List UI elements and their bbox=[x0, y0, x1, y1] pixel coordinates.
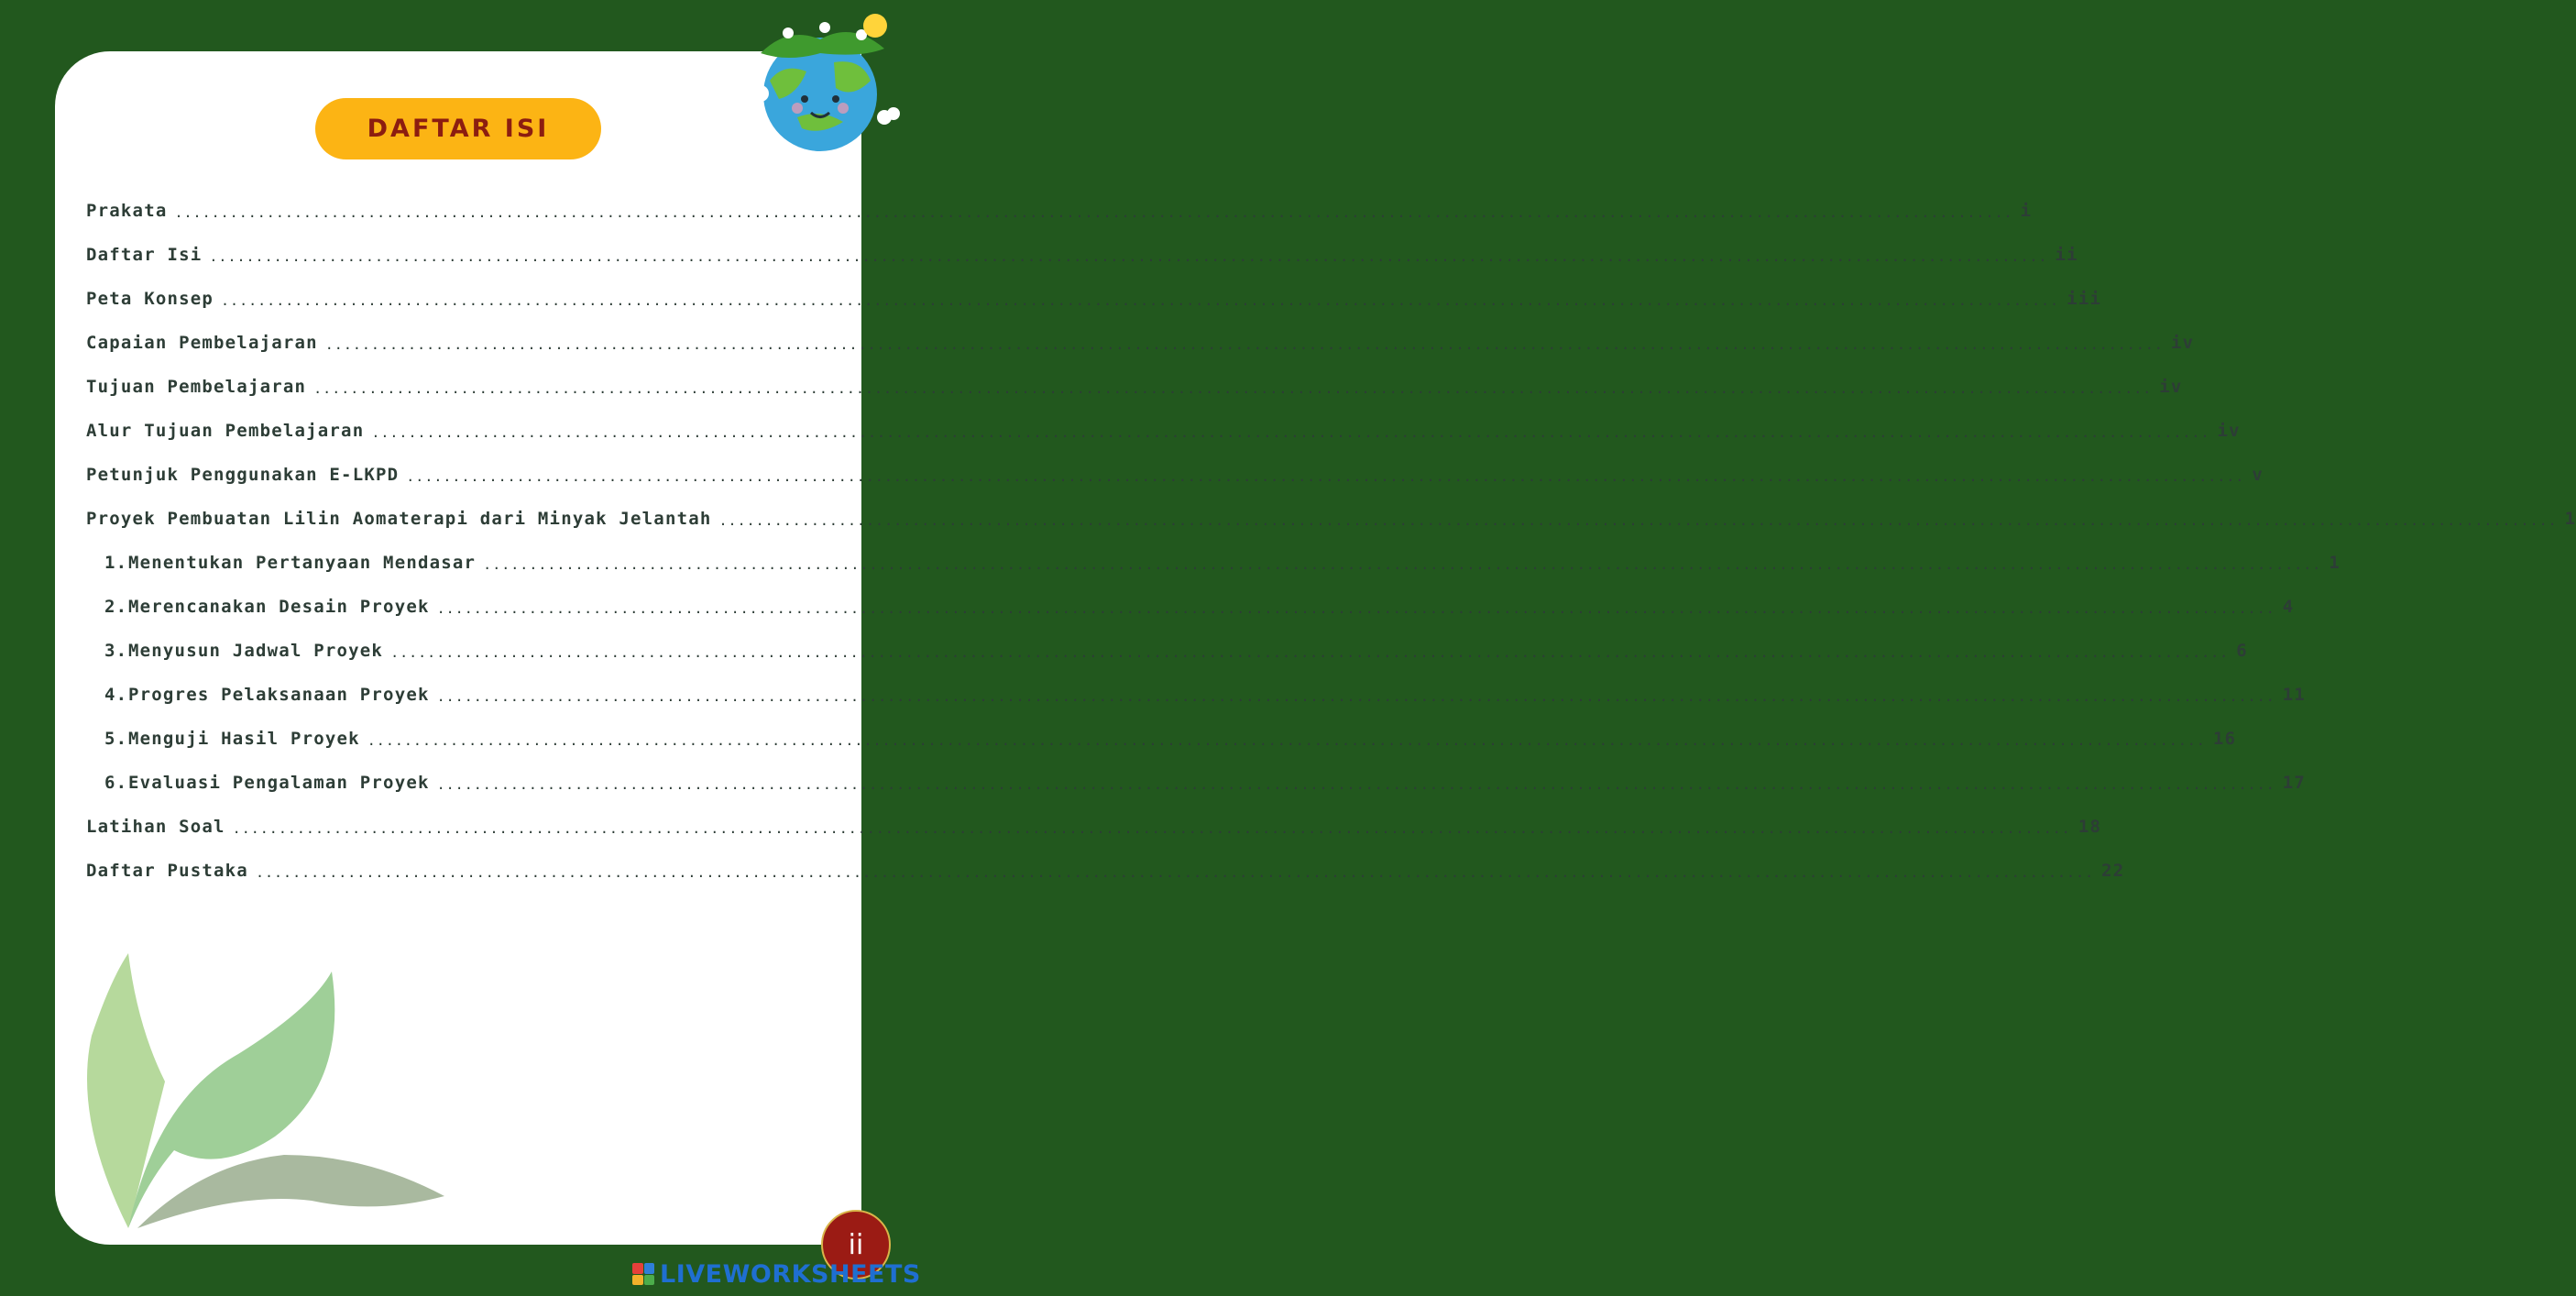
toc-subrow[interactable] bbox=[104, 541, 2340, 585]
toc-row[interactable] bbox=[86, 497, 2576, 541]
toc-leader-dots: ........................................................................................................................................................................................................ bbox=[367, 732, 2206, 749]
toc-page-number: 11 bbox=[2282, 685, 2307, 705]
toc-page-number: 1 bbox=[2329, 553, 2340, 573]
toc-leader-dots: ........................................................................................................................................................................................................ bbox=[221, 292, 2060, 309]
toc-page-number: 4 bbox=[2282, 597, 2295, 617]
toc-page-number: iv bbox=[2217, 421, 2241, 441]
toc-subrow[interactable] bbox=[104, 717, 2237, 761]
watermark-text: LIVEWORKSHEETS bbox=[660, 1259, 921, 1289]
toc-row[interactable] bbox=[86, 365, 2183, 409]
toc-page-number: 22 bbox=[2101, 861, 2125, 881]
toc-sub-number: 5. bbox=[104, 729, 128, 749]
toc-leader-dots: ........................................................................................................................................................................................................ bbox=[436, 688, 2275, 705]
toc-leader-dots: ........................................................................................................................................................................................................ bbox=[436, 776, 2275, 793]
toc-label: Capaian Pembelajaran bbox=[86, 333, 318, 353]
toc-leader-dots: ........................................................................................................................................................................................................ bbox=[255, 864, 2095, 881]
toc-row[interactable] bbox=[86, 453, 2264, 497]
watermark bbox=[632, 1259, 921, 1289]
toc-label: Peta Konsep bbox=[86, 289, 214, 309]
toc-page-number: iv bbox=[2159, 377, 2183, 397]
toc-leader-dots: ........................................................................................................................................................................................................ bbox=[406, 468, 2245, 485]
toc-row[interactable] bbox=[86, 805, 2102, 849]
page-title: DAFTAR ISI bbox=[315, 98, 601, 159]
toc-subrow[interactable] bbox=[104, 673, 2307, 717]
toc-leader-dots: ........................................................................................................................................................................................................ bbox=[174, 204, 2013, 221]
toc-label: Petunjuk Penggunakan E-LKPD bbox=[86, 465, 400, 485]
toc-page-number: 17 bbox=[2282, 773, 2307, 793]
toc-sub-number: 2. bbox=[104, 597, 128, 617]
toc-page-number: 18 bbox=[2077, 817, 2102, 837]
toc-label: Daftar Isi bbox=[86, 245, 203, 265]
toc-sub-number: 3. bbox=[104, 641, 128, 661]
toc-sub-number: 4. bbox=[104, 685, 128, 705]
toc-sub-number: 1. bbox=[104, 553, 128, 573]
earth-illustration bbox=[733, 7, 907, 145]
toc-row[interactable] bbox=[86, 321, 2195, 365]
toc-page-number: 1 bbox=[2564, 509, 2576, 529]
toc-label: Daftar Pustaka bbox=[86, 861, 248, 881]
toc-page-number: 6 bbox=[2236, 641, 2248, 661]
toc-sub-number: 6. bbox=[104, 773, 128, 793]
toc-leader-dots: ........................................................................................................................................................................................................ bbox=[232, 820, 2071, 837]
toc-subrow[interactable] bbox=[104, 585, 2295, 629]
toc-leader-dots: ........................................................................................................................................................................................................ bbox=[436, 600, 2275, 617]
toc-page-number: i bbox=[2020, 201, 2033, 221]
toc-page-number: iii bbox=[2066, 289, 2102, 309]
toc-row[interactable] bbox=[86, 233, 2078, 277]
toc-leader-dots: ........................................................................................................................................................................................................ bbox=[390, 644, 2230, 661]
toc-label: Latihan Soal bbox=[86, 817, 225, 837]
toc-label: Merencanakan Desain Proyek bbox=[128, 597, 430, 617]
toc-leader-dots: ........................................................................................................................................................................................................ bbox=[718, 512, 2558, 529]
toc-page-number: v bbox=[2252, 465, 2264, 485]
toc-label: Alur Tujuan Pembelajaran bbox=[86, 421, 365, 441]
toc-leader-dots: ........................................................................................................................................................................................................ bbox=[324, 336, 2164, 353]
toc-leader-dots: ........................................................................................................................................................................................................ bbox=[483, 556, 2322, 573]
toc-row[interactable] bbox=[86, 409, 2241, 453]
toc-label: Menyusun Jadwal Proyek bbox=[128, 641, 384, 661]
page-number-badge: ii bbox=[821, 1210, 891, 1280]
toc-label: Tujuan Pembelajaran bbox=[86, 377, 307, 397]
toc-label: Progres Pelaksanaan Proyek bbox=[128, 685, 430, 705]
toc-leader-dots: ........................................................................................................................................................................................................ bbox=[209, 248, 2048, 265]
liveworksheets-logo-icon bbox=[632, 1263, 654, 1285]
toc-page-number: iv bbox=[2170, 333, 2195, 353]
toc-subrow[interactable] bbox=[104, 761, 2307, 805]
toc-label: Menguji Hasil Proyek bbox=[128, 729, 360, 749]
toc-leader-dots: ........................................................................................................................................................................................................ bbox=[371, 424, 2210, 441]
toc-row[interactable] bbox=[86, 277, 2102, 321]
leaf-decoration bbox=[73, 953, 458, 1237]
toc-leader-dots: ........................................................................................................................................................................................................ bbox=[313, 380, 2153, 397]
toc-row[interactable] bbox=[86, 849, 2125, 893]
toc-subrow[interactable] bbox=[104, 629, 2248, 673]
toc-label: Prakata bbox=[86, 201, 168, 221]
toc-page-number: ii bbox=[2055, 245, 2078, 265]
toc-label: Proyek Pembuatan Lilin Aomaterapi dari Minyak Jelantah bbox=[86, 509, 712, 529]
toc-label: Evaluasi Pengalaman Proyek bbox=[128, 773, 430, 793]
toc-page-number: 16 bbox=[2212, 729, 2237, 749]
toc-row[interactable] bbox=[86, 189, 2033, 233]
toc-label: Menentukan Pertanyaan Mendasar bbox=[128, 553, 477, 573]
